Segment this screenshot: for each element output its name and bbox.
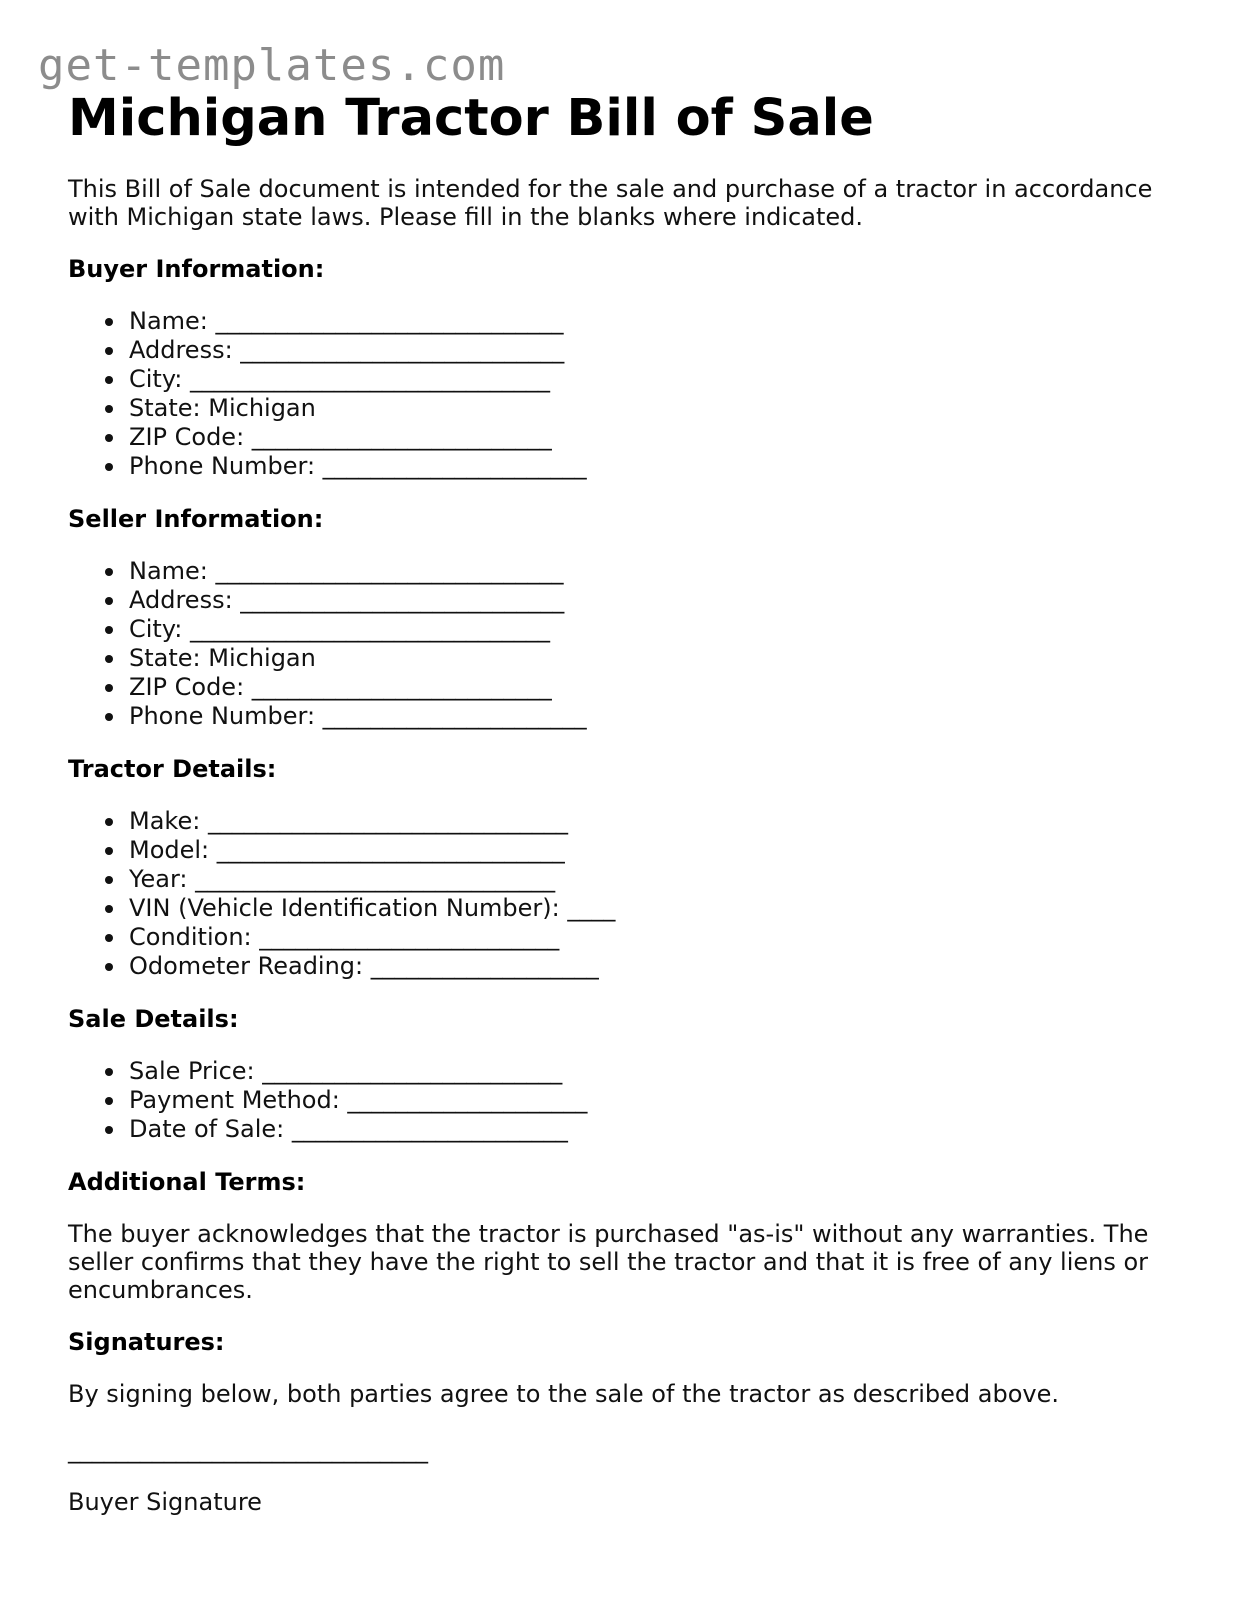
- sale-list: [68, 1057, 1198, 1144]
- seller-state-field: State: Michigan: [129, 644, 1198, 673]
- page-title: Michigan Tractor Bill of Sale: [68, 89, 874, 148]
- seller-heading: Seller Information:: [68, 505, 324, 533]
- buyer-name-field[interactable]: Name: _____________________________: [129, 307, 1198, 336]
- sale-price-field[interactable]: Sale Price: _________________________: [129, 1057, 1198, 1086]
- tractor-condition-field[interactable]: Condition: _________________________: [129, 923, 1198, 952]
- tractor-year-field[interactable]: Year: ______________________________: [129, 865, 1198, 894]
- tractor-section: [68, 755, 1198, 981]
- seller-section: [68, 505, 1198, 731]
- intro-paragraph: This Bill of Sale document is intended for the sale and purchase of a tractor in accordance with Michigan state laws. Please fill in the blanks where indicated.: [68, 175, 1153, 231]
- tractor-list: [68, 807, 1198, 981]
- payment-method-field[interactable]: Payment Method: ____________________: [129, 1086, 1198, 1115]
- tractor-heading: Tractor Details:: [68, 755, 277, 783]
- sale-section: [68, 1005, 1198, 1144]
- seller-name-field[interactable]: Name: _____________________________: [129, 557, 1198, 586]
- tractor-vin-field[interactable]: VIN (Vehicle Identification Number): ____: [129, 894, 1198, 923]
- signatures-paragraph: By signing below, both parties agree to the sale of the tractor as described above.: [68, 1380, 1060, 1408]
- sale-heading: Sale Details:: [68, 1005, 239, 1033]
- terms-paragraph: The buyer acknowledges that the tractor is purchased "as-is" without any warranties. The seller confirms that they have the right to sell the tractor and that it is free of any liens or encumbrances.: [68, 1220, 1149, 1304]
- buyer-signature-line[interactable]: ______________________________: [68, 1436, 428, 1464]
- seller-address-field[interactable]: Address: ___________________________: [129, 586, 1198, 615]
- watermark: get-templates.com: [38, 40, 506, 91]
- document: [68, 88, 1198, 1516]
- buyer-list: [68, 307, 1198, 481]
- terms-section: [68, 1168, 1198, 1304]
- tractor-model-field[interactable]: Model: _____________________________: [129, 836, 1198, 865]
- tractor-make-field[interactable]: Make: ______________________________: [129, 807, 1198, 836]
- buyer-state-field: State: Michigan: [129, 394, 1198, 423]
- buyer-zip-field[interactable]: ZIP Code: _________________________: [129, 423, 1198, 452]
- buyer-heading: Buyer Information:: [68, 255, 325, 283]
- terms-heading: Additional Terms:: [68, 1168, 306, 1196]
- buyer-city-field[interactable]: City: ______________________________: [129, 365, 1198, 394]
- signatures-section: [68, 1328, 1198, 1516]
- seller-city-field[interactable]: City: ______________________________: [129, 615, 1198, 644]
- seller-phone-field[interactable]: Phone Number: ______________________: [129, 702, 1198, 731]
- tractor-odometer-field[interactable]: Odometer Reading: ___________________: [129, 952, 1198, 981]
- buyer-signature-label: Buyer Signature: [68, 1488, 262, 1516]
- buyer-phone-field[interactable]: Phone Number: ______________________: [129, 452, 1198, 481]
- buyer-address-field[interactable]: Address: ___________________________: [129, 336, 1198, 365]
- seller-list: [68, 557, 1198, 731]
- signatures-heading: Signatures:: [68, 1328, 225, 1356]
- sale-date-field[interactable]: Date of Sale: _______________________: [129, 1115, 1198, 1144]
- buyer-section: [68, 255, 1198, 481]
- seller-zip-field[interactable]: ZIP Code: _________________________: [129, 673, 1198, 702]
